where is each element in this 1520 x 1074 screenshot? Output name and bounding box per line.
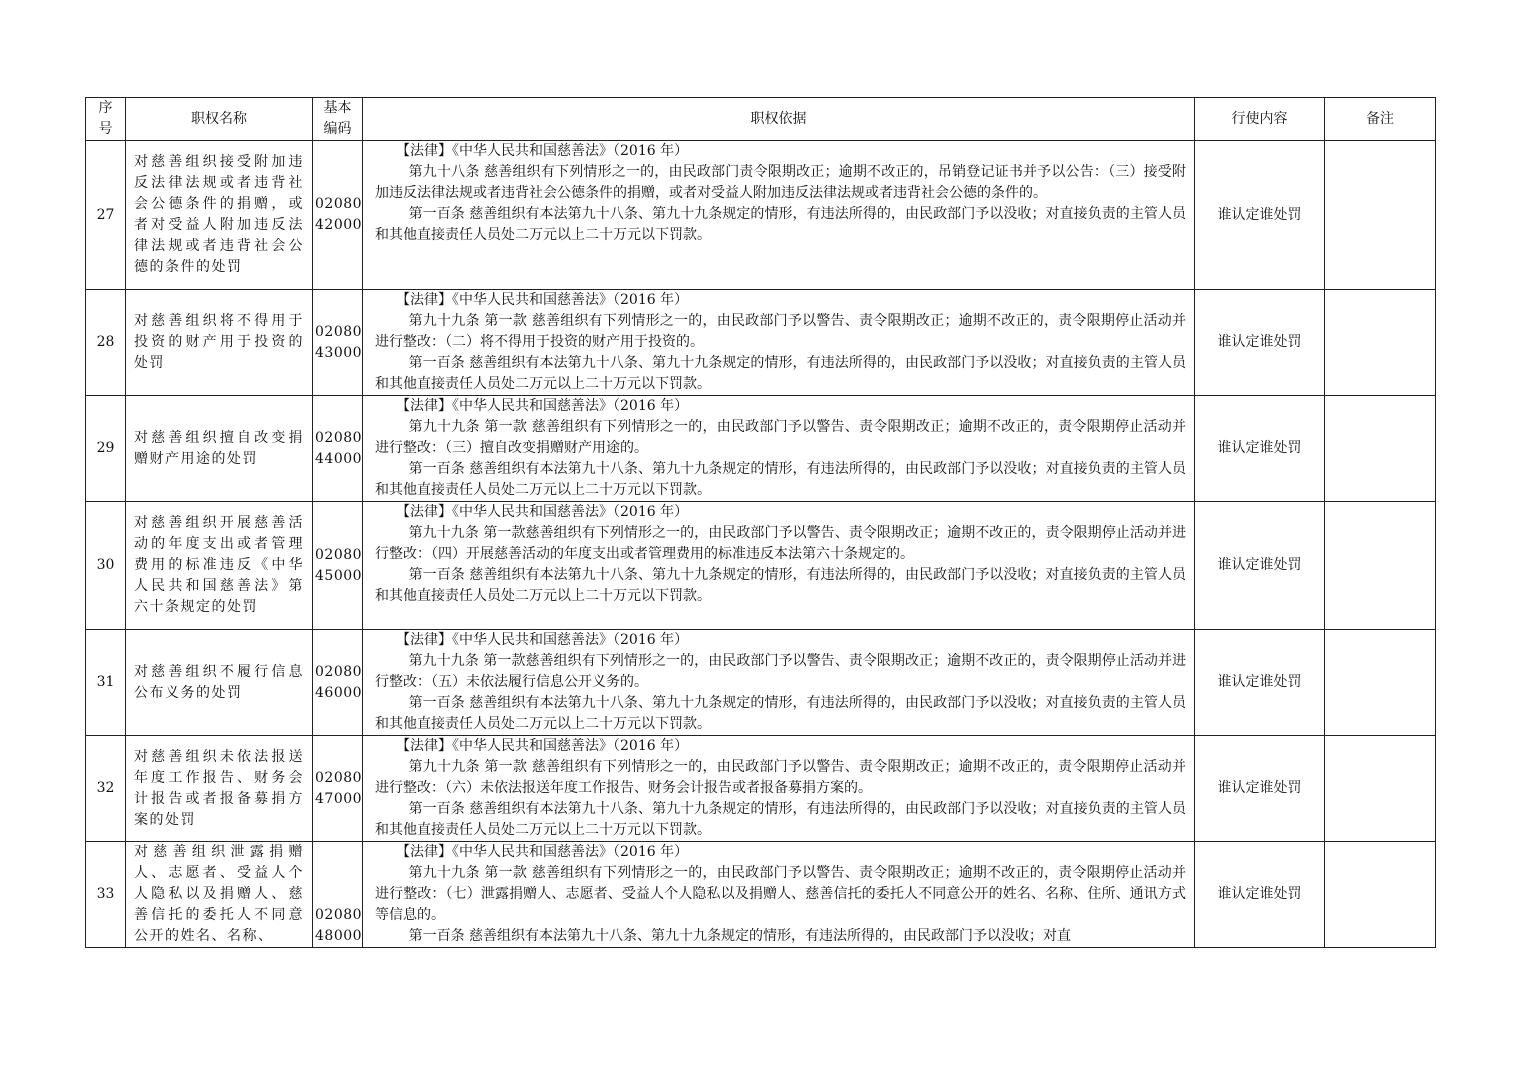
row-code-text: 02080 43000: [315, 323, 363, 361]
row-exercise-content: 谁认定谁处罚: [1195, 842, 1325, 948]
law-citation: 【法律】《中华人民共和国慈善法》（2016 年）: [396, 738, 689, 754]
row-note: [1325, 842, 1436, 948]
row-authority-name: 对慈善组织开展慈善活动的年度支出或者管理费用的标准违反《中华人民共和国慈善法》第六十条规定的处罚: [126, 502, 313, 630]
row-legal-basis: [363, 290, 1195, 396]
header-row: [86, 98, 1436, 141]
law-article: 第九十八条 慈善组织有下列情形之一的，由民政部门责令限期改正；逾期不改正的，吊销登记证书并予以公告：（三）接受附加违反法律法规或者违背社会公德条件的捐赠，或者对受益人附加违反法律法规或者违背社会公德的条件的。: [375, 164, 1186, 201]
authority-table: [85, 97, 1436, 948]
row-legal-basis: [363, 842, 1195, 948]
header-basis: 职权依据: [363, 98, 1195, 141]
row-seq: 27: [86, 141, 126, 290]
law-article: 第九十九条 第一款 慈善组织有下列情形之一的，由民政部门予以警告、责令限期改正；逾期不改正的，责令限期停止活动并进行整改：（三）擅自改变捐赠财产用途的。: [375, 419, 1186, 456]
header-exercise: 行使内容: [1195, 98, 1325, 141]
law-citation: 【法律】《中华人民共和国慈善法》（2016 年）: [396, 398, 689, 414]
row-note: [1325, 630, 1436, 736]
row-seq: 31: [86, 630, 126, 736]
row-code: [313, 290, 363, 396]
row-code: [313, 842, 363, 948]
row-exercise-content: 谁认定谁处罚: [1195, 141, 1325, 290]
table-row: [86, 502, 1436, 630]
law-citation: 【法律】《中华人民共和国慈善法》（2016 年）: [396, 143, 689, 159]
row-code-text: 02080 47000: [315, 769, 363, 807]
row-code-text: 02080 46000: [315, 663, 363, 701]
header-seq-a: 序 号: [98, 100, 113, 137]
law-article: 第一百条 慈善组织有本法第九十八条、第九十九条规定的情形，有违法所得的，由民政部门予以没收；对直接负责的主管人员和其他直接责任人员处二万元以上二十万元以下罚款。: [375, 695, 1186, 732]
row-authority-name: 对慈善组织未依法报送年度工作报告、财务会计报告或者报备募捐方案的处罚: [126, 736, 313, 842]
row-note: [1325, 290, 1436, 396]
legal-basis-text: [375, 842, 1186, 947]
table-row: [86, 736, 1436, 842]
row-seq: 33: [86, 842, 126, 948]
row-exercise-content: 谁认定谁处罚: [1195, 290, 1325, 396]
row-legal-basis: [363, 736, 1195, 842]
legal-basis-text: [375, 502, 1186, 629]
law-article: 第九十九条 第一款慈善组织有下列情形之一的，由民政部门予以警告、责令限期改正；逾期不改正的，责令限期停止活动并进行整改：（五）未依法履行信息公开义务的。: [375, 653, 1186, 690]
law-article: 第九十九条 第一款 慈善组织有下列情形之一的，由民政部门予以警告、责令限期改正；逾期不改正的，责令限期停止活动并进行整改：（六）未依法报送年度工作报告、财务会计报告或者报备募捐方案的。: [375, 759, 1186, 796]
row-legal-basis: [363, 502, 1195, 630]
row-legal-basis: [363, 141, 1195, 290]
legal-basis-text: [375, 630, 1186, 735]
row-code: [313, 736, 363, 842]
table-row: [86, 290, 1436, 396]
table-row: [86, 630, 1436, 736]
row-note: [1325, 502, 1436, 630]
law-article: 第一百条 慈善组织有本法第九十八条、第九十九条规定的情形，有违法所得的，由民政部门予以没收；对直接负责的主管人员和其他直接责任人员处二万元以上二十万元以下罚款。: [375, 461, 1186, 498]
law-citation: 【法律】《中华人民共和国慈善法》（2016 年）: [396, 504, 689, 520]
row-code-text: 02080 45000: [315, 546, 363, 584]
row-code: [313, 630, 363, 736]
row-seq: 30: [86, 502, 126, 630]
law-article: 第一百条 慈善组织有本法第九十八条、第九十九条规定的情形，有违法所得的，由民政部门予以没收；对直接负责的主管人员和其他直接责任人员处二万元以上二十万元以下罚款。: [375, 355, 1186, 392]
row-authority-name: 对慈善组织泄露捐赠人、志愿者、受益人个人隐私以及捐赠人、慈善信托的委托人不同意公开的姓名、名称、: [126, 842, 313, 948]
row-authority-name: 对慈善组织擅自改变捐赠财产用途的处罚: [126, 396, 313, 502]
row-exercise-content: 谁认定谁处罚: [1195, 736, 1325, 842]
document-page: [85, 97, 1435, 948]
row-code-text: 02080 42000: [315, 196, 363, 233]
row-seq: 28: [86, 290, 126, 396]
law-article: 第一百条 慈善组织有本法第九十八条、第九十九条规定的情形，有违法所得的，由民政部门予以没收；对直接负责的主管人员和其他直接责任人员处二万元以上二十万元以下罚款。: [375, 567, 1186, 604]
row-legal-basis: [363, 630, 1195, 736]
row-seq: 29: [86, 396, 126, 502]
row-code: [313, 141, 363, 290]
law-article: 第一百条 慈善组织有本法第九十八条、第九十九条规定的情形，有违法所得的，由民政部门予以没收；对直接负责的主管人员和其他直接责任人员处二万元以上二十万元以下罚款。: [375, 206, 1186, 243]
row-exercise-content: 谁认定谁处罚: [1195, 396, 1325, 502]
row-code: [313, 502, 363, 630]
row-note: [1325, 736, 1436, 842]
row-authority-name: 对慈善组织将不得用于投资的财产用于投资的处罚: [126, 290, 313, 396]
row-legal-basis: [363, 396, 1195, 502]
header-code-text: 基本 编码: [323, 100, 352, 137]
header-code: [313, 98, 363, 141]
law-article: 第九十九条 第一款慈善组织有下列情形之一的，由民政部门予以警告、责令限期改正；逾期不改正的，责令限期停止活动并进行整改：（四）开展慈善活动的年度支出或者管理费用的标准违反本法第六十条规定的。: [375, 525, 1186, 562]
legal-basis-text: [375, 736, 1186, 841]
law-citation: 【法律】《中华人民共和国慈善法》（2016 年）: [396, 292, 689, 308]
header-name: 职权名称: [126, 98, 313, 141]
row-exercise-content: 谁认定谁处罚: [1195, 502, 1325, 630]
law-article: 第九十九条 第一款 慈善组织有下列情形之一的，由民政部门予以警告、责令限期改正；逾期不改正的，责令限期停止活动并进行整改：（二）将不得用于投资的财产用于投资的。: [375, 313, 1186, 350]
header-seq: [86, 98, 126, 141]
row-note: [1325, 396, 1436, 502]
row-code-text: 02080 44000: [315, 429, 363, 467]
legal-basis-text: [375, 396, 1186, 501]
legal-basis-text: [375, 141, 1186, 289]
row-code-text: 02080 48000: [315, 907, 363, 944]
law-citation: 【法律】《中华人民共和国慈善法》（2016 年）: [396, 844, 689, 860]
table-row: [86, 396, 1436, 502]
row-note: [1325, 141, 1436, 290]
header-note: 备注: [1325, 98, 1436, 141]
row-seq: 32: [86, 736, 126, 842]
table-body: [86, 141, 1436, 948]
table-row: [86, 141, 1436, 290]
law-article: 第九十九条 第一款 慈善组织有下列情形之一的，由民政部门予以警告、责令限期改正；逾期不改正的，责令限期停止活动并进行整改：（七）泄露捐赠人、志愿者、受益人个人隐私以及捐赠人、慈善信托的委托人不同意公开的姓名、名称、住所、通讯方式等信息的。: [375, 865, 1186, 923]
row-authority-name: 对慈善组织不履行信息公布义务的处罚: [126, 630, 313, 736]
law-citation: 【法律】《中华人民共和国慈善法》（2016 年）: [396, 632, 689, 648]
table-row: [86, 842, 1436, 948]
law-article: 第一百条 慈善组织有本法第九十八条、第九十九条规定的情形，有违法所得的，由民政部门予以没收；对直: [408, 928, 1072, 944]
legal-basis-text: [375, 290, 1186, 395]
row-authority-name: 对慈善组织接受附加违反法律法规或者违背社会公德条件的捐赠，或者对受益人附加违反法律法规或者违背社会公德的条件的处罚: [126, 141, 313, 290]
row-exercise-content: 谁认定谁处罚: [1195, 630, 1325, 736]
law-article: 第一百条 慈善组织有本法第九十八条、第九十九条规定的情形，有违法所得的，由民政部门予以没收；对直接负责的主管人员和其他直接责任人员处二万元以上二十万元以下罚款。: [375, 801, 1186, 838]
row-code: [313, 396, 363, 502]
